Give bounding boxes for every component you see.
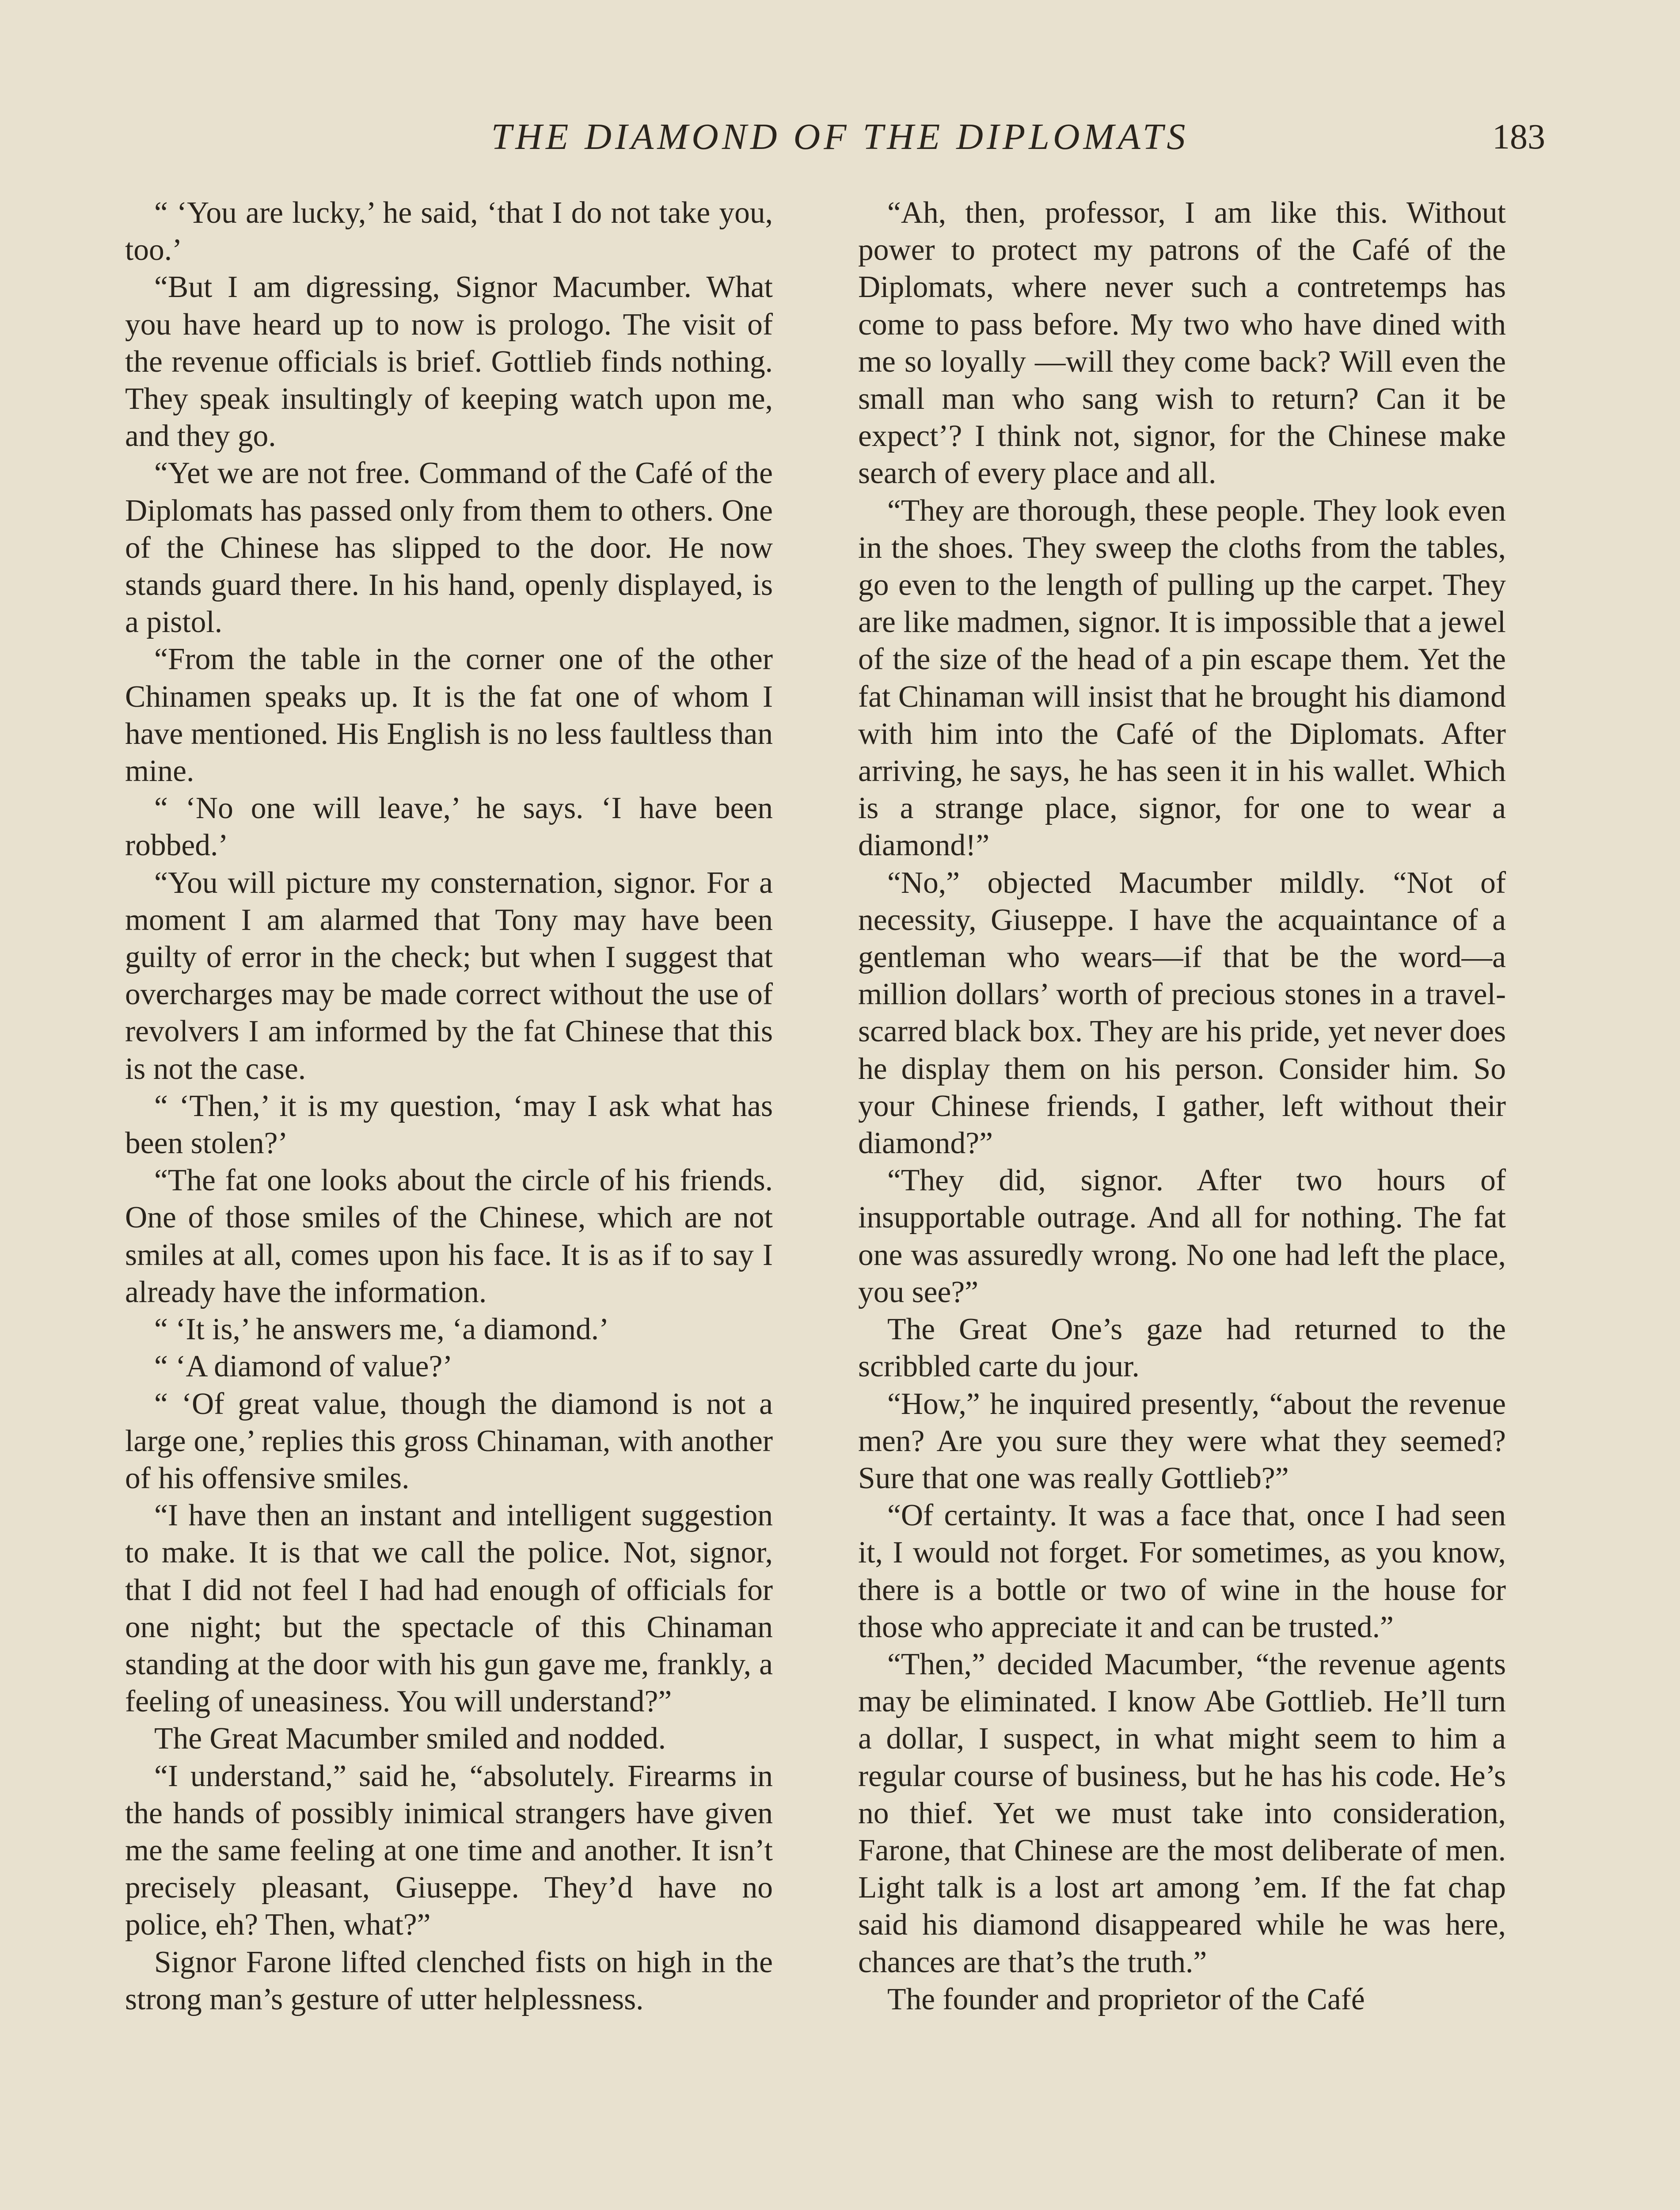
- paragraph: The founder and proprietor of the Café: [887, 1982, 1365, 2016]
- page-header: [0, 110, 1680, 164]
- paragraph: “No,” objected Macumber mildly. “Not of necessity, Giuseppe. I have the acquaintance of a gentleman who wears—if that be the word—a million dollars’ worth of precious stones in a travel-scarred black box. They are his pride, yet never does he display them on his person. Consider him. So your Chinese friends, I gather, left without their diamond?”: [858, 865, 1506, 1161]
- paragraph: “You will picture my consternation, signor. For a moment I am alarmed that Tony may have been guilty of error in the check; but when I suggest that overcharges may be made correct without the use of revolvers I am informed by the fat Chinese that this is not the case.: [125, 865, 773, 1086]
- paragraph: “I have then an instant and intelligent suggestion to make. It is that we call the police. Not, signor, that I did not feel I had had enough of officials for one night; but the spectacle of this Chinaman standing at the door with his gun gave me, frankly, a feeling of uneasiness. You will understand?”: [125, 1498, 773, 1719]
- paragraph: “I understand,” said he, “absolutely. Firearms in the hands of possibly inimical strangers have given me the same feeling at one time and another. It isn’t precisely pleasant, Giuseppe. They’d have no police, eh? Then, what?”: [125, 1759, 773, 1942]
- paragraph: “ ‘You are lucky,’ he said, ‘that I do not take you, too.’: [125, 196, 773, 267]
- paragraph: “How,” he inquired presently, “about the revenue men? Are you sure they were what they seemed? Sure that one was really Gottlieb?”: [858, 1387, 1506, 1495]
- paragraph: “Yet we are not free. Command of the Café of the Diplomats has passed only from them to others. One of the Chinese has slipped to the door. He now stands guard there. In his hand, openly displayed, is a pistol.: [125, 456, 773, 640]
- paragraph: “ ‘Then,’ it is my question, ‘may I ask what has been stolen?’: [125, 1089, 773, 1161]
- paragraph: “But I am digressing, Signor Macumber. What you have heard up to now is prologo. The visit of the revenue officials is brief. Gottlieb finds nothing. They speak insultingly of keeping watch upon me, and they go.: [125, 270, 773, 453]
- paragraph: “The fat one looks about the circle of his friends. One of those smiles of the Chinese, which are not smiles at all, comes upon his face. It is as if to say I already have the information.: [125, 1163, 773, 1309]
- paragraph: “ ‘Of great value, though the diamond is not a large one,’ replies this gross Chinaman, with another of his offensive smiles.: [125, 1387, 773, 1495]
- paragraph: “They did, signor. After two hours of insupportable outrage. And all for nothing. The fat one was assuredly wrong. No one had left the place, you see?”: [858, 1163, 1506, 1309]
- paragraph: “ ‘A diamond of value?’: [154, 1349, 453, 1384]
- running-title: THE DIAMOND OF THE DIPLOMATS: [491, 116, 1189, 157]
- paragraph: “They are thorough, these people. They look even in the shoes. They sweep the cloths from the tables, go even to the length of pulling up the carpet. They are like madmen, signor. It is impossible that a jewel of the size of the head of a pin escape them. Yet the fat Chinaman will insist that he brought his diamond with him into the Café of the Diplomats. After arriving, he says, he has seen it in his wallet. Which is a strange place, signor, for one to wear a diamond!”: [858, 493, 1506, 863]
- paragraph: “From the table in the corner one of the other Chinamen speaks up. It is the fat one of whom I have mentioned. His English is no less faultless than mine.: [125, 642, 773, 789]
- left-column: [125, 194, 773, 2210]
- page-number: 183: [1492, 118, 1545, 156]
- paragraph: Signor Farone lifted clenched fists on high in the strong man’s gesture of utter helplessness.: [125, 1945, 773, 2016]
- paragraph: The Great Macumber smiled and nodded.: [154, 1722, 666, 1756]
- paragraph: “Then,” decided Macumber, “the revenue agents may be eliminated. I know Abe Gottlieb. He’ll turn a dollar, I suspect, in what might seem to him a regular course of business, but he has his code. He’s no thief. Yet we must take into consideration, Farone, that Chinese are the most deliberate of men. Light talk is a lost art among ’em. If the fat chap said his diamond disappeared while he was here, chances are that’s the truth.”: [858, 1647, 1506, 1979]
- paragraph: “ ‘It is,’ he answers me, ‘a diamond.’: [154, 1312, 609, 1347]
- paragraph: “Ah, then, professor, I am like this. Without power to protect my patrons of the Café of the Diplomats, where never such a contretemps has come to pass before. My two who have dined with me so loyally —will they come back? Will even the small man who sang wish to return? Can it be expect’? I think not, signor, for the Chinese make search of every place and all.: [858, 196, 1506, 491]
- paragraph: “Of certainty. It was a face that, once I had seen it, I would not forget. For sometimes, as you know, there is a bottle or two of wine in the house for those who appreciate it and can be trusted.”: [858, 1498, 1506, 1644]
- paragraph: The Great One’s gaze had returned to the scribbled carte du jour.: [858, 1312, 1506, 1384]
- right-column: [858, 194, 1506, 2210]
- paragraph: “ ‘No one will leave,’ he says. ‘I have been robbed.’: [125, 791, 773, 863]
